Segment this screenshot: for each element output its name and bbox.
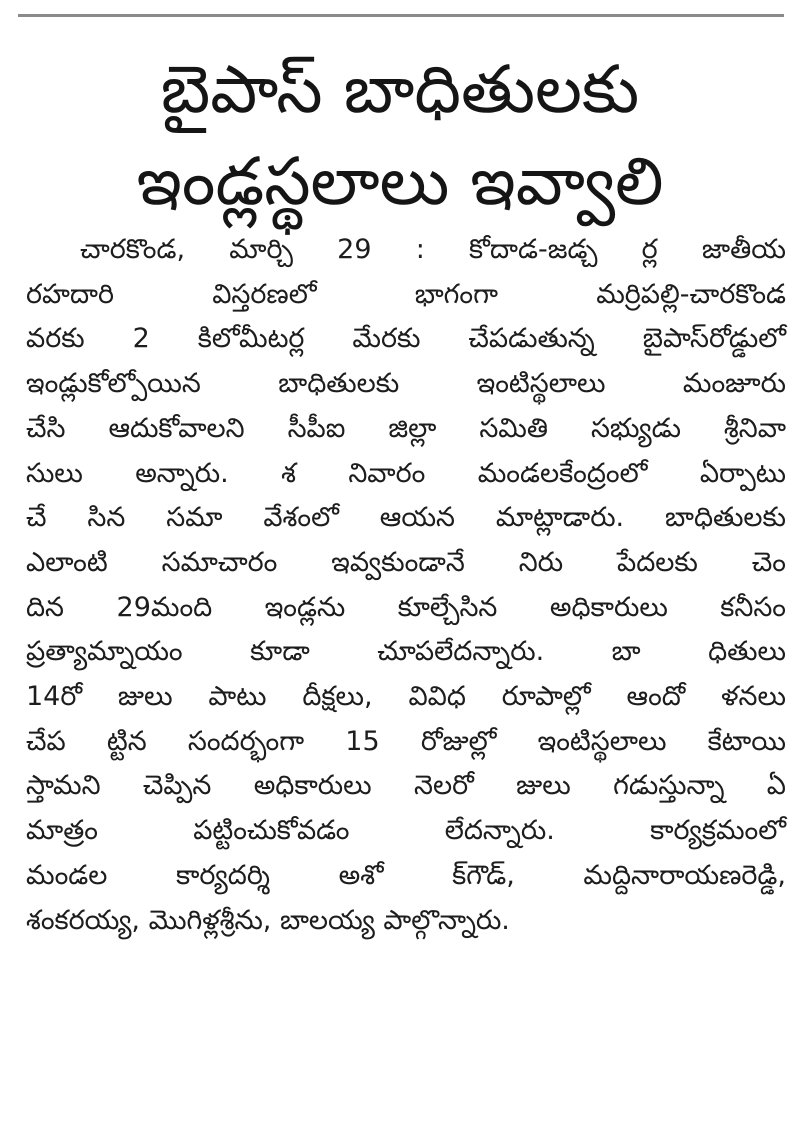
body-line: 14రో జులు పాటు దీక్షలు, వివిధ రూపాల్లో ఆందో ళనలు — [26, 681, 786, 713]
body-line: స్తామని చెప్పిన అధికారులు నెలరో జులు గడుస్తున్నా ఏ — [26, 770, 786, 802]
body-line: ఇండ్లుకోల్పోయిన బాధితులకు ఇంటిస్థలాలు మంజూరు — [26, 368, 786, 400]
body-line: చారకొండ, మార్చి 29 : కోదాడ-జడ్చ ర్ల జాతీయ — [80, 234, 786, 265]
body-line: దిన 29మంది ఇండ్లను కూల్చేసిన అధికారులు కనీసం — [26, 591, 786, 623]
body-line: ఎలాంటి సమాచారం ఇవ్వకుండానే నిరు పేదలకు చెం — [26, 546, 786, 578]
body-line: వరకు 2 కిలోమీటర్ల మేరకు చేపడుతున్న బైపాస్‌రోడ్డులో — [26, 323, 786, 355]
body-line: రహదారి విస్తరణలో భాగంగా మర్రిపల్లి-చారకొండ — [26, 278, 786, 310]
body-line: చే సిన సమా వేశంలో ఆయన మాట్లాడారు. బాధితులకు — [26, 502, 786, 534]
top-divider-rule — [18, 14, 784, 17]
headline-line-1: బైపాస్ బాధితులకు — [160, 51, 640, 128]
body-line: సులు అన్నారు. శ నివారం మండలకేంద్రంలో ఏర్పాటు — [26, 457, 786, 489]
article-body — [26, 228, 786, 943]
body-line: మండల కార్యదర్శి అశో క్‌గౌడ్, మద్దినారాయణరెడ్డి, — [26, 859, 786, 891]
body-line: శంకరయ్య, మొగిళ్లశ్రీను, బాలయ్య పాల్గొన్నారు. — [26, 904, 510, 936]
body-line: చేప ట్టిన సందర్భంగా 15 రోజుల్లో ఇంటిస్థలాలు కేటాయి — [26, 725, 786, 757]
body-line: మాత్రం పట్టించుకోవడం లేదన్నారు. కార్యక్రమంలో — [26, 815, 786, 847]
headline — [0, 44, 800, 228]
body-line: చేసి ఆదుకోవాలని సీపీఐ జిల్లా సమితి సభ్యుడు శ్రీనివా — [26, 412, 786, 444]
headline-line-2: ఇండ్లస్థలాలు ఇవ్వాలి — [136, 143, 664, 220]
body-line: ప్రత్యామ్నాయం కూడా చూపలేదన్నారు. బా ధితులు — [26, 636, 786, 668]
